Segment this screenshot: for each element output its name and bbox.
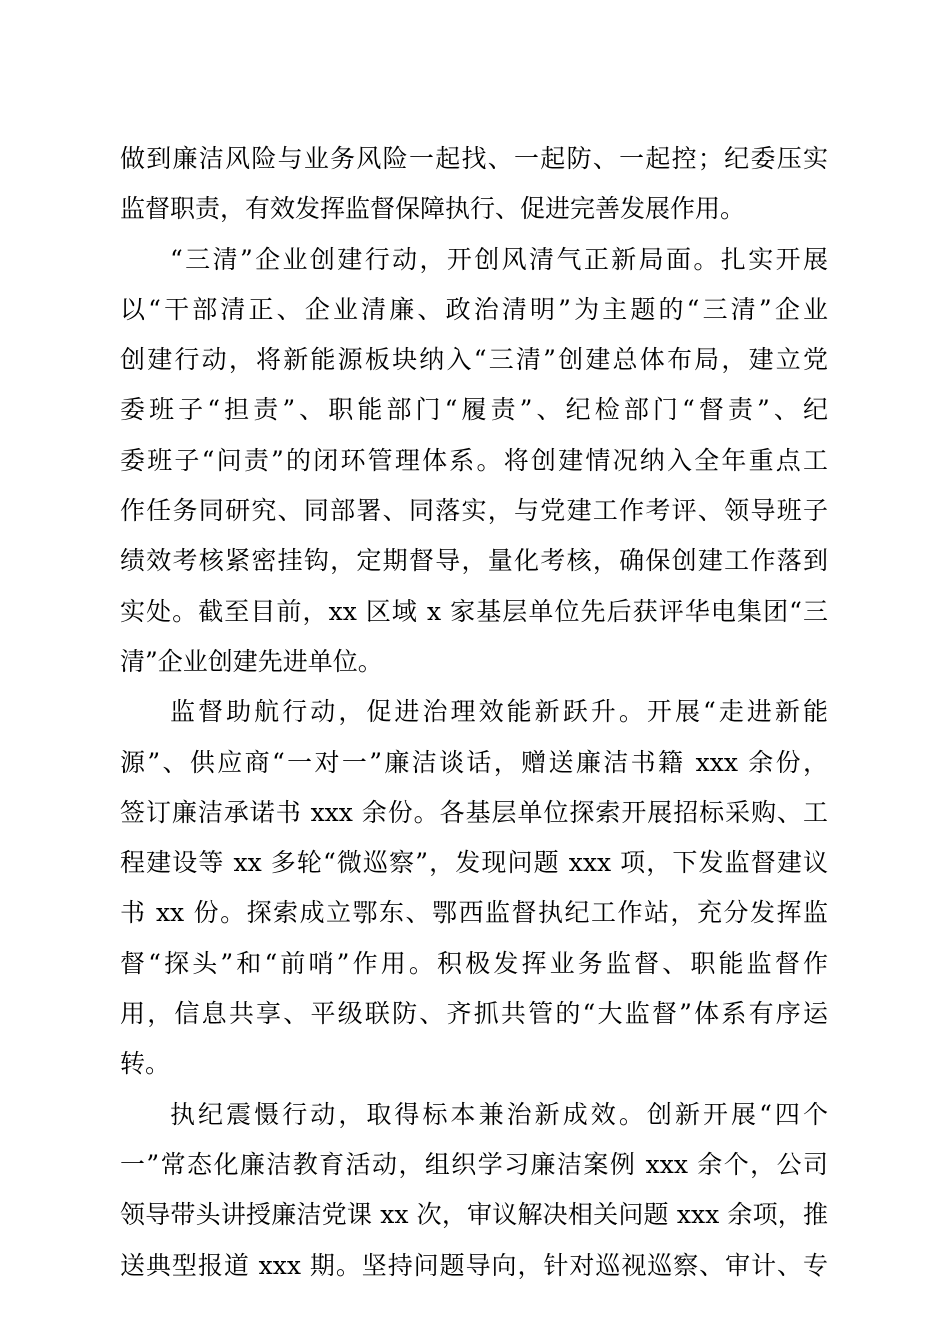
text-line: 书 xx 份。探索成立鄂东、鄂西监督执纪工作站，充分发挥监	[120, 898, 828, 928]
text-line: 作任务同研究、同部署、同落实，与党建工作考评、领导班子	[120, 496, 828, 526]
text-line: 一”常态化廉洁教育活动，组织学习廉洁案例 xxx 余个，公司	[120, 1149, 828, 1179]
text-line: 委班子“担责”、职能部门“履责”、纪检部门“督责”、纪	[120, 395, 828, 425]
text-line: 委班子“问责”的闭环管理体系。将创建情况纳入全年重点工	[120, 445, 828, 475]
text-line: 创建行动，将新能源板块纳入“三清”创建总体布局，建立党	[120, 345, 828, 375]
text-line: 做到廉洁风险与业务风险一起找、一起防、一起控；纪委压实	[120, 144, 828, 173]
text-line: 以“干部清正、企业清廉、政治清明”为主题的“三清”企业	[120, 294, 828, 324]
text-line: 转。	[120, 1049, 171, 1079]
body-text	[120, 134, 828, 1291]
paragraph-2	[120, 235, 828, 688]
paragraph-4	[120, 1090, 828, 1291]
paragraph-3	[120, 687, 828, 1089]
text-line: 领导带头讲授廉洁党课 xx 次，审议解决相关问题 xxx 余项，推	[120, 1200, 828, 1230]
text-line: 监督助航行动，促进治理效能新跃升。开展“走进新能	[170, 697, 828, 727]
text-line: 清”企业创建先进单位。	[120, 646, 383, 676]
text-line: 源”、供应商“一对一”廉洁谈话，赠送廉洁书籍 xxx 余份，	[120, 747, 828, 777]
text-line: 签订廉洁承诺书 xxx 余份。各基层单位探索开展招标采购、工	[120, 797, 828, 827]
text-line: 送典型报道 xxx 期。坚持问题导向，针对巡视巡察、审计、专	[120, 1250, 828, 1280]
paragraph-1	[120, 134, 828, 235]
text-line: 用，信息共享、平级联防、齐抓共管的“大监督”体系有序运	[120, 999, 828, 1029]
text-line: 绩效考核紧密挂钩，定期督导，量化考核，确保创建工作落到	[120, 546, 828, 576]
text-line: “三清”企业创建行动，开创风清气正新局面。扎实开展	[170, 244, 828, 274]
text-line: 执纪震慑行动，取得标本兼治新成效。创新开展“四个	[170, 1099, 828, 1129]
text-line: 实处。截至目前，xx 区域 x 家基层单位先后获评华电集团“三	[120, 596, 828, 626]
text-line: 督“探头”和“前哨”作用。积极发挥业务监督、职能监督作	[120, 948, 828, 978]
text-line: 程建设等 xx 多轮“微巡察”，发现问题 xxx 项，下发监督建议	[120, 848, 828, 878]
text-line: 监督职责，有效发挥监督保障执行、促进完善发展作用。	[120, 194, 746, 224]
